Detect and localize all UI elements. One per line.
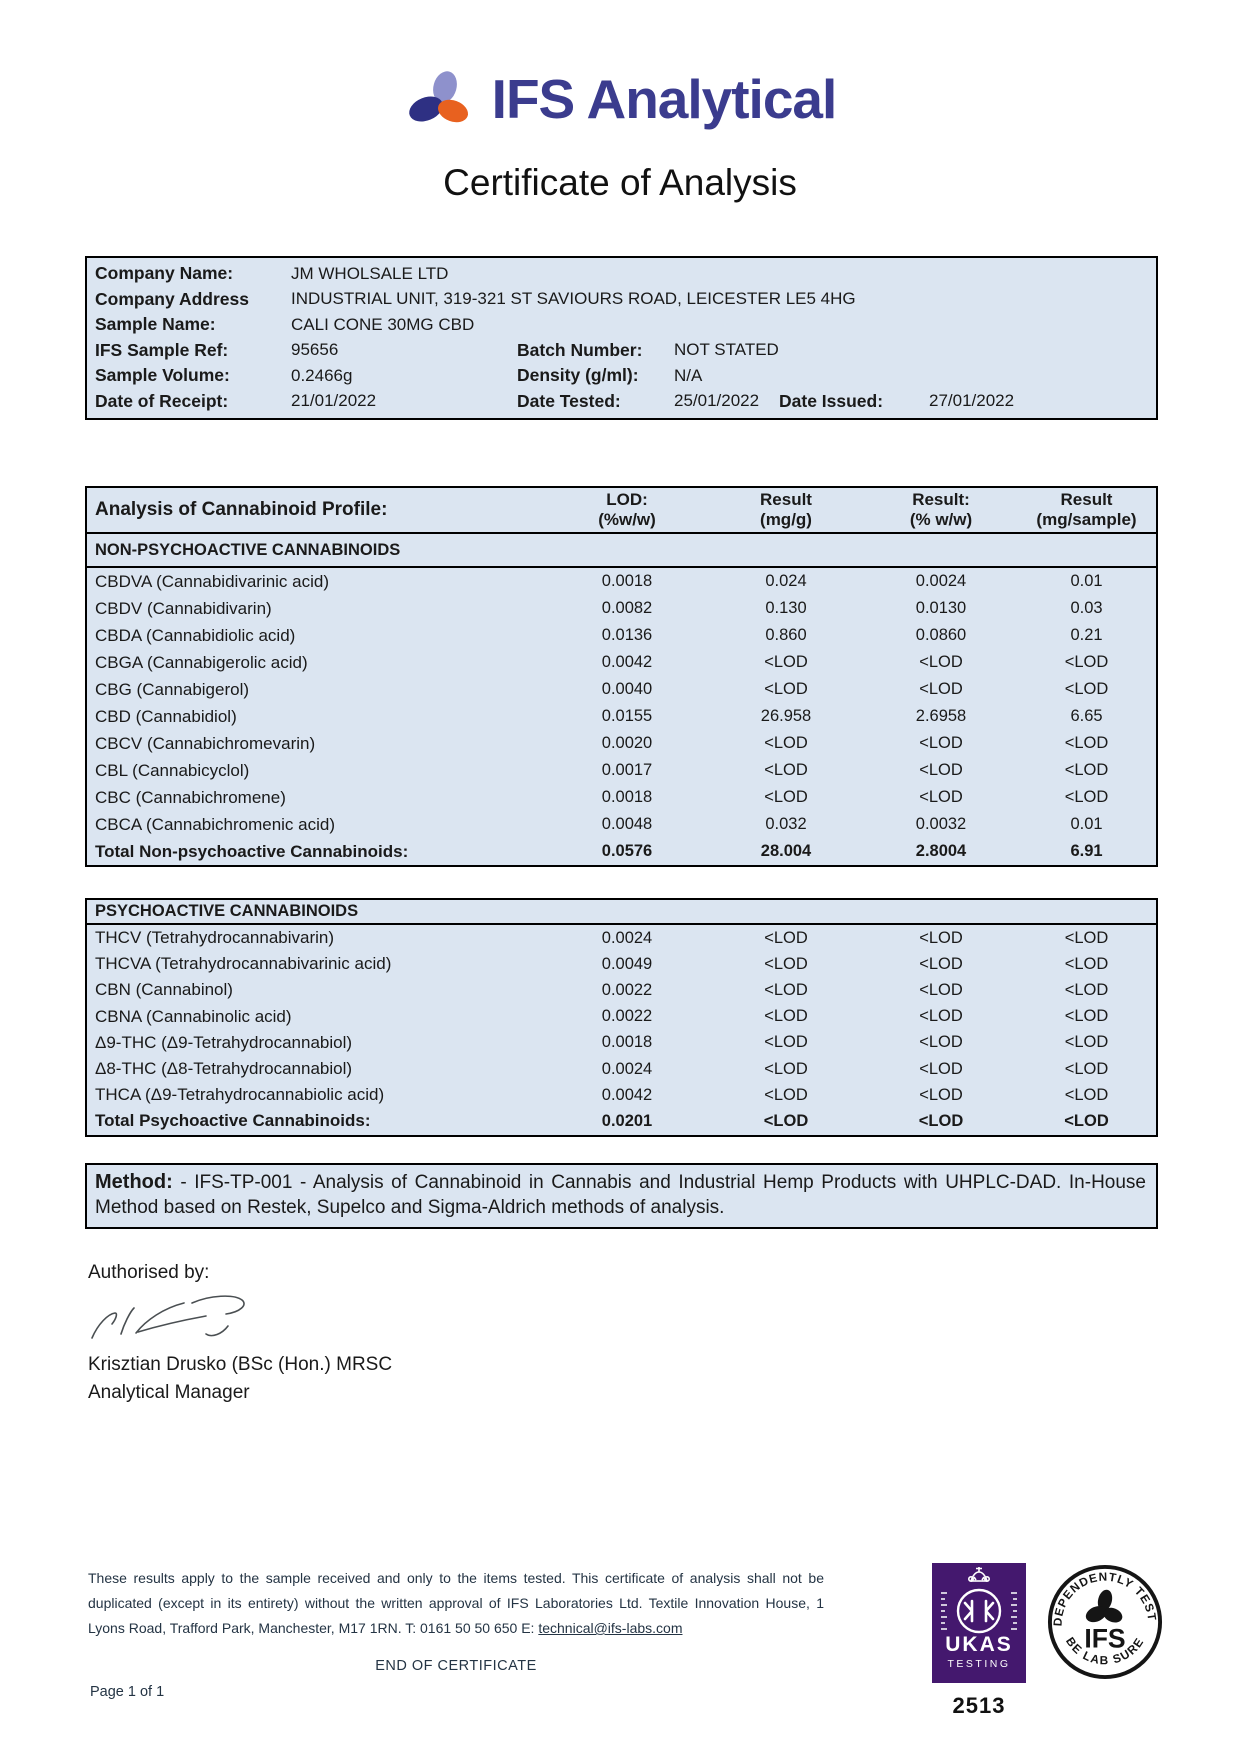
result-mg-sample-value: 0.03 [1070,599,1103,617]
email-link[interactable]: technical@ifs-labs.com [538,1620,683,1636]
result-mg-sample-value: <LOD [1064,653,1109,671]
info-row [87,389,1156,415]
result-pct-ww-value: 0.0130 [915,599,967,617]
company-address-label: Company Address [95,288,249,309]
svg-text:IFS: IFS [1084,1623,1126,1654]
cannabinoid-name: Δ8-THC (Δ8-Tetrahydrocannabiol) [95,1059,353,1079]
cannabinoid-name: CBC (Cannabichromene) [95,787,286,807]
result-mg-g-value: <LOD [764,1007,808,1026]
cannabinoid-name: CBD (Cannabidiol) [95,706,237,726]
result-pct-ww-value: <LOD [919,1059,963,1078]
lod-value: 0.0017 [601,761,653,779]
result-mg-sample-value: <LOD [1064,680,1109,698]
result-mg-g-value: 0.024 [765,572,807,590]
lod-value: 0.0082 [601,599,653,617]
result-pct-ww-value: <LOD [919,1033,963,1052]
table-row [87,811,1156,838]
result-mg-sample-value: <LOD [1064,1059,1109,1078]
result-mg-g-value: 0.860 [765,626,807,644]
non-psychoactive-table [85,486,1158,867]
result-pct-ww-value: <LOD [919,680,963,698]
batch-number-value: NOT STATED [674,340,779,360]
cannabinoid-name: THCV (Tetrahydrocannabivarin) [95,928,335,948]
sample-volume-value: 0.2466g [291,365,353,385]
total-lod-value: 0.0201 [601,1111,653,1130]
batch-number-label: Batch Number: [517,339,643,360]
table-row [87,676,1156,703]
result-mg-sample-value: <LOD [1064,761,1109,779]
column-header-result-mg-g: Result (mg/g) [760,490,812,529]
total-mg-g-value: 28.004 [760,842,812,860]
company-name-label: Company Name: [95,263,234,284]
psychoactive-rows [87,925,1156,1108]
result-mg-sample-value: <LOD [1064,1033,1109,1052]
result-mg-g-value: <LOD [764,680,808,698]
sample-info-box [85,256,1158,420]
ukas-logo [932,1563,1026,1719]
result-pct-ww-value: <LOD [919,980,963,999]
psychoactive-table [85,898,1158,1137]
ifs-sample-ref-label: IFS Sample Ref: [95,339,229,360]
lod-value: 0.0048 [601,815,653,833]
result-mg-g-value: <LOD [764,1059,808,1078]
total-pct-ww-value: <LOD [918,1111,964,1130]
signature-image [88,1286,268,1353]
disclaimer-text: These results apply to the sample received and only to the items tested. This certificate of analysis shall not be duplicated (except in its entirety) without the written approval of IFS Laboratories Ltd. Textile Innovation House, 1 Lyons Road, Trafford Park, Manchester, M17 1RN. T: 0161 50 50 650 E: [88,1570,824,1636]
result-pct-ww-value: 0.0032 [915,815,967,833]
ukas-testing-icon [932,1563,1026,1683]
cannabinoid-name: CBDV (Cannabidivarin) [95,598,272,618]
lod-value: 0.0040 [601,680,653,698]
result-mg-g-value: 26.958 [760,707,812,725]
cannabinoid-name: CBDA (Cannabidiolic acid) [95,625,296,645]
cannabinoid-name: CBCA (Cannabichromenic acid) [95,814,335,834]
table-row [87,757,1156,784]
lod-value: 0.0018 [601,1033,653,1052]
table-row [87,925,1156,951]
result-pct-ww-value: 0.0860 [915,626,967,644]
cannabinoid-name: Δ9-THC (Δ9-Tetrahydrocannabiol) [95,1032,353,1052]
result-pct-ww-value: <LOD [919,788,963,806]
result-mg-sample-value: <LOD [1064,954,1109,973]
result-mg-g-value: 0.032 [765,815,807,833]
table-row [87,595,1156,622]
ifs-sample-ref-value: 95656 [291,340,339,360]
lod-value: 0.0020 [601,734,653,752]
result-mg-g-value: <LOD [764,788,808,806]
total-row-non-psychoactive [87,838,1156,865]
result-mg-sample-value: 0.01 [1070,572,1103,590]
date-tested-value: 25/01/2022 [674,391,760,411]
ukas-accreditation-number: 2513 [952,1693,1006,1718]
end-of-certificate: END OF CERTIFICATE [375,1658,537,1674]
table-row [87,730,1156,757]
lod-value: 0.0042 [601,1085,653,1104]
table-row [87,1004,1156,1030]
table-row [87,1030,1156,1056]
total-pct-ww-value: 2.8004 [915,842,967,860]
lod-value: 0.0155 [601,707,653,725]
result-mg-g-value: <LOD [764,954,808,973]
lod-value: 0.0024 [601,1059,653,1078]
result-pct-ww-value: <LOD [919,1007,963,1026]
column-header-result-pct-ww: Result: (% w/w) [909,490,973,529]
result-mg-g-value: <LOD [764,653,808,671]
brand-header [0,66,1240,132]
result-mg-g-value: 0.130 [765,599,807,617]
lod-value: 0.0042 [601,653,653,671]
authoriser-name: Krisztian Drusko (BSc (Hon.) MRSC [88,1354,393,1375]
date-receipt-label: Date of Receipt: [95,390,229,411]
result-mg-g-value: <LOD [764,928,808,947]
table-row [87,568,1156,595]
column-header-result-mg-sample: Result (mg/sample) [1036,490,1137,529]
result-mg-g-value: <LOD [764,734,808,752]
info-row [87,338,1156,364]
result-mg-g-value: <LOD [764,761,808,779]
result-mg-sample-value: <LOD [1064,928,1109,947]
method-text: - IFS-TP-001 - Analysis of Cannabinoid in Cannabis and Industrial Hemp Products with UHPLC-DAD. In-House Method based on Restek, Supelco and Sigma-Aldrich methods of analysis. [95,1172,1146,1218]
result-mg-sample-value: <LOD [1064,1007,1109,1026]
cannabinoid-name: CBGA (Cannabigerolic acid) [95,652,308,672]
info-row [87,363,1156,389]
lod-value: 0.0022 [601,980,653,999]
lod-value: 0.0049 [601,954,653,973]
section-header-non-psychoactive: NON-PSYCHOACTIVE CANNABINOIDS [87,534,1156,568]
cannabinoid-name: THCA (Δ9-Tetrahydrocannabiolic acid) [95,1085,385,1105]
info-row [87,261,1156,287]
footer-disclaimer [88,1566,824,1641]
brand-name: IFS Analytical [491,68,837,130]
result-pct-ww-value: <LOD [919,734,963,752]
table-row [87,1056,1156,1082]
table-row [87,649,1156,676]
density-value: N/A [674,365,703,385]
total-mg-sample-value: <LOD [1064,1111,1109,1130]
table-row [87,951,1156,977]
total-label: Total Psychoactive Cannabinoids: [95,1111,371,1131]
svg-text:INDEPENDENTLY TESTED: DEPENDENTLY TEST [1050,1569,1160,1627]
date-issued-label: Date Issued: [779,390,884,411]
lod-value: 0.0018 [601,788,653,806]
table-row [87,622,1156,649]
table-header-row [87,488,1156,534]
lod-value: 0.0018 [601,572,653,590]
info-row [87,312,1156,338]
svg-text:UKAS: UKAS [945,1633,1013,1656]
result-pct-ww-value: 0.0024 [915,572,967,590]
sample-name-label: Sample Name: [95,314,216,335]
non-psychoactive-rows [87,568,1156,838]
lod-value: 0.0136 [601,626,653,644]
cannabinoid-name: CBDVA (Cannabidivarinic acid) [95,571,330,591]
result-mg-sample-value: 0.01 [1070,815,1103,833]
result-mg-sample-value: 6.65 [1070,707,1103,725]
column-header-lod: LOD: (%w/w) [598,490,656,529]
cannabinoid-name: THCVA (Tetrahydrocannabivarinic acid) [95,954,392,974]
table-row [87,703,1156,730]
result-pct-ww-value: <LOD [919,761,963,779]
result-pct-ww-value: <LOD [919,653,963,671]
company-address-value: INDUSTRIAL UNIT, 319-321 ST SAVIOURS ROAD, LEICESTER LE5 4HG [291,289,856,309]
sample-volume-label: Sample Volume: [95,365,230,386]
ifs-trefoil-logo-icon [404,66,478,132]
cannabinoid-name: CBL (Cannabicyclol) [95,760,250,780]
independently-tested-stamp-icon [1046,1563,1164,1681]
cannabinoid-name: CBCV (Cannabichromevarin) [95,733,316,753]
density-label: Density (g/ml): [517,365,639,386]
lod-value: 0.0024 [601,928,653,947]
result-pct-ww-value: <LOD [919,954,963,973]
cannabinoid-name: CBNA (Cannabinolic acid) [95,1006,292,1026]
result-mg-sample-value: <LOD [1064,788,1109,806]
ifs-stamp [1046,1563,1164,1686]
page-number: Page 1 of 1 [90,1684,165,1700]
authorised-by-label: Authorised by: [88,1262,210,1283]
result-mg-sample-value: <LOD [1064,980,1109,999]
svg-text:BE LAB SURE: BE LAB SURE [1063,1634,1147,1668]
table-row [87,977,1156,1003]
svg-text:TESTING: TESTING [947,1658,1011,1670]
info-row [87,287,1156,313]
method-label: Method: [95,1171,173,1193]
result-mg-g-value: <LOD [764,1085,808,1104]
section-header-psychoactive: PSYCHOACTIVE CANNABINOIDS [87,900,1156,925]
date-issued-value: 27/01/2022 [929,391,1015,411]
result-mg-sample-value: 0.21 [1070,626,1103,644]
result-pct-ww-value: <LOD [919,1085,963,1104]
sample-name-value: CALI CONE 30MG CBD [291,314,475,334]
total-row-psychoactive [87,1108,1156,1134]
date-receipt-value: 21/01/2022 [291,391,377,411]
table-row [87,1082,1156,1108]
result-pct-ww-value: <LOD [919,928,963,947]
total-mg-sample-value: 6.91 [1070,842,1103,860]
result-mg-sample-value: <LOD [1064,1085,1109,1104]
total-label: Total Non-psychoactive Cannabinoids: [95,841,409,861]
result-mg-g-value: <LOD [764,1033,808,1052]
result-mg-sample-value: <LOD [1064,734,1109,752]
cannabinoid-name: CBN (Cannabinol) [95,980,233,1000]
result-mg-g-value: <LOD [764,980,808,999]
total-lod-value: 0.0576 [601,842,653,860]
document-title: Certificate of Analysis [443,162,797,203]
method-box [85,1163,1158,1229]
total-mg-g-value: <LOD [763,1111,809,1130]
lod-value: 0.0022 [601,1007,653,1026]
authoriser-role: Analytical Manager [88,1382,250,1403]
company-name-value: JM WHOLSALE LTD [291,263,449,283]
date-tested-label: Date Tested: [517,390,621,411]
result-pct-ww-value: 2.6958 [915,707,967,725]
table-title: Analysis of Cannabinoid Profile: [95,499,388,520]
cannabinoid-name: CBG (Cannabigerol) [95,679,250,699]
table-row [87,784,1156,811]
